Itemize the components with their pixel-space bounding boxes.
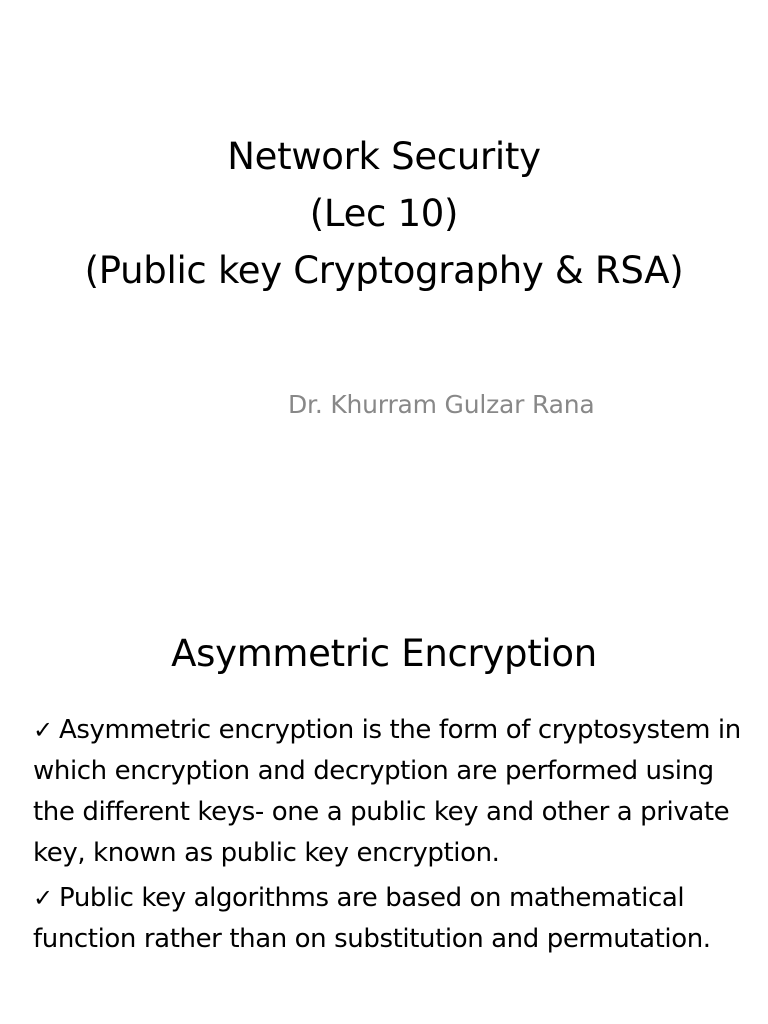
bullet-text: Asymmetric encryption is the form of cryptosystem in which encryption and decryption are performed using the different keys- one a public key and other a private key, known as public key encryption. [33,715,741,868]
slide-title-heading [0,128,768,299]
bullet-item [33,878,745,960]
bullet-item [33,710,745,874]
bullet-text: Public key algorithms are based on mathematical function rather than on substitution and permutation. [33,883,711,954]
title-line-course: Network Security [227,135,541,178]
slide-asymmetric-encryption [0,600,768,1024]
bullet-list [33,710,745,964]
check-icon: ✓ [33,884,53,912]
slide-author: Dr. Khurram Gulzar Rana [288,390,595,419]
check-icon: ✓ [33,716,53,744]
slide-heading: Asymmetric Encryption [171,632,597,675]
title-line-lecture: (Lec 10) [309,192,459,235]
title-line-topic: (Public key Cryptography & RSA) [84,249,684,292]
